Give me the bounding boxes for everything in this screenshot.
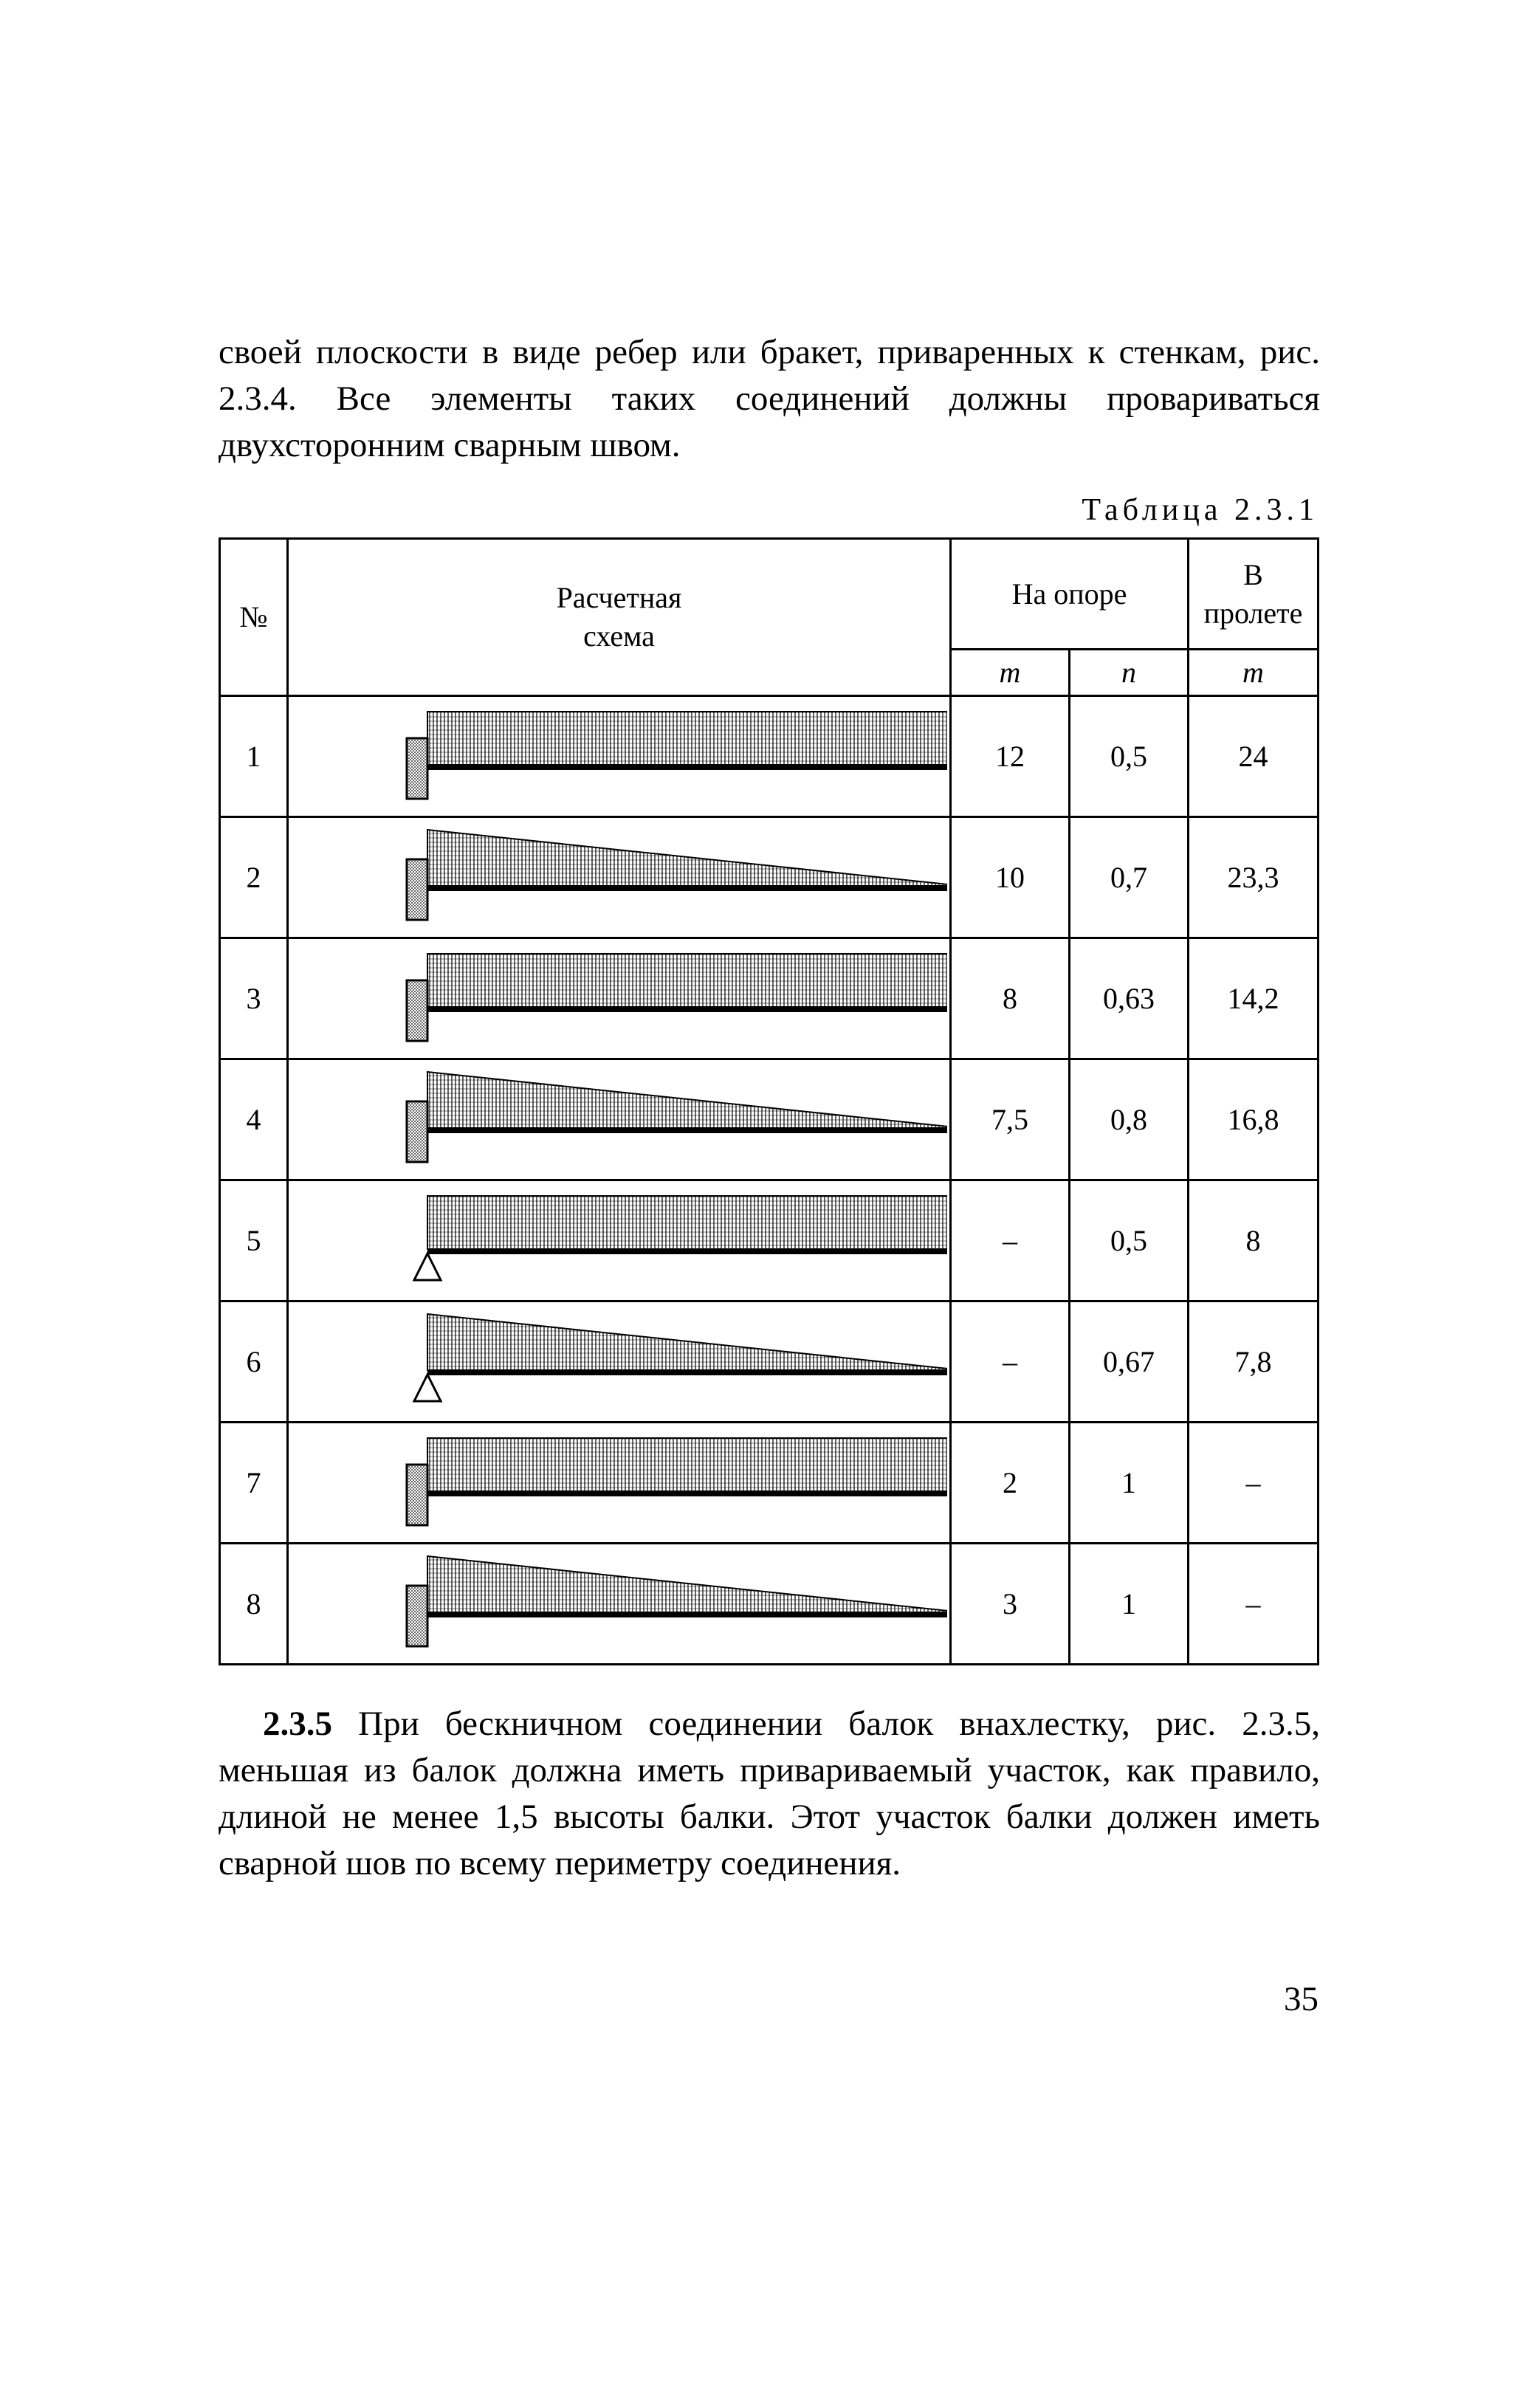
span-m-value: 23,3 [1189,817,1319,938]
header-support: На опоре [951,539,1189,650]
table-caption: Таблица 2.3.1 [1082,493,1319,527]
row-number: 2 [220,817,288,938]
left-fixed-support [407,980,427,1041]
schema-cell [288,1059,951,1180]
table-row [220,1180,1319,1301]
table-row [220,696,1319,817]
span-m-value: – [1189,1423,1319,1544]
support-n-value: 0,5 [1070,1180,1189,1301]
beam-table [219,537,1319,1665]
left-fixed-support [407,1465,427,1525]
schema-cell [288,817,951,938]
row-number: 8 [220,1544,288,1665]
support-m-value: 2 [951,1423,1070,1544]
header-support-n: n [1070,650,1189,696]
header-schema [288,539,951,696]
left-pin-support [414,1254,441,1280]
schema-cell [288,1301,951,1423]
row-number: 6 [220,1301,288,1423]
header-num: № [220,539,288,696]
header-span [1189,539,1319,650]
support-m-value: 10 [951,817,1070,938]
left-fixed-support [407,1101,427,1162]
support-n-value: 0,63 [1070,938,1189,1059]
section-number: 2.3.5 [263,1705,332,1743]
table-row [220,938,1319,1059]
header-schema-label: Расчетная схема [556,581,682,653]
span-m-value: 24 [1189,696,1319,817]
schema-cell [288,1423,951,1544]
row-number: 1 [220,696,288,817]
load-diagram [427,830,947,886]
support-n-value: 0,8 [1070,1059,1189,1180]
left-fixed-support [407,1586,427,1646]
header-span-m: m [1189,650,1319,696]
load-diagram [427,712,947,765]
span-m-value: – [1189,1544,1319,1665]
header-support-m: m [951,650,1070,696]
load-diagram [427,1556,947,1612]
support-m-value: – [951,1180,1070,1301]
load-diagram [427,1314,947,1370]
support-n-value: 0,7 [1070,817,1189,938]
table-row [220,1059,1319,1180]
table-row [220,1423,1319,1544]
beam-diagram [289,697,947,816]
header-span-label: В пролете [1203,557,1303,630]
row-number: 3 [220,938,288,1059]
beam-diagram [289,1544,947,1663]
schema-cell [288,696,951,817]
beam-diagram [289,1181,947,1300]
support-m-value: 8 [951,938,1070,1059]
schema-cell [288,938,951,1059]
beam-diagram [289,1302,947,1421]
support-n-value: 0,67 [1070,1301,1189,1423]
support-n-value: 1 [1070,1544,1189,1665]
beam-diagram [289,1060,947,1179]
load-diagram [427,1072,947,1128]
support-m-value: 12 [951,696,1070,817]
table-row [220,817,1319,938]
load-diagram [427,954,947,1007]
left-fixed-support [407,738,427,799]
paragraph-bottom [219,1701,1320,1887]
support-n-value: 1 [1070,1423,1189,1544]
paragraph-top: своей плоскости в виде ребер или бракет, приваренных к стенкам, рис. 2.3.4. Все элементы таких соединений должны провариваться двухсторонним сварным швом. [219,333,1320,464]
span-m-value: 8 [1189,1180,1319,1301]
left-pin-support [414,1375,441,1401]
support-m-value: 3 [951,1544,1070,1665]
table-row [220,1301,1319,1423]
page-number: 35 [1284,1980,1319,2018]
schema-cell [288,1180,951,1301]
row-number: 4 [220,1059,288,1180]
span-m-value: 14,2 [1189,938,1319,1059]
load-diagram [427,1438,947,1491]
span-m-value: 16,8 [1189,1059,1319,1180]
left-fixed-support [407,859,427,920]
row-number: 5 [220,1180,288,1301]
beam-diagram [289,818,947,937]
paragraph-bottom-text: При бескничном соединении балок внахлестку, рис. 2.3.5, меньшая из балок должна иметь привариваемый участок, как правило, длиной не менее 1,5 высоты балки. Этот участок балки должен иметь сварной шов по всему периметру соединения. [219,1705,1320,1882]
support-m-value: – [951,1301,1070,1423]
beam-diagram [289,939,947,1058]
row-number: 7 [220,1423,288,1544]
span-m-value: 7,8 [1189,1301,1319,1423]
beam-diagram [289,1423,947,1542]
support-n-value: 0,5 [1070,696,1189,817]
load-diagram [427,1196,947,1249]
schema-cell [288,1544,951,1665]
table-row [220,1544,1319,1665]
support-m-value: 7,5 [951,1059,1070,1180]
